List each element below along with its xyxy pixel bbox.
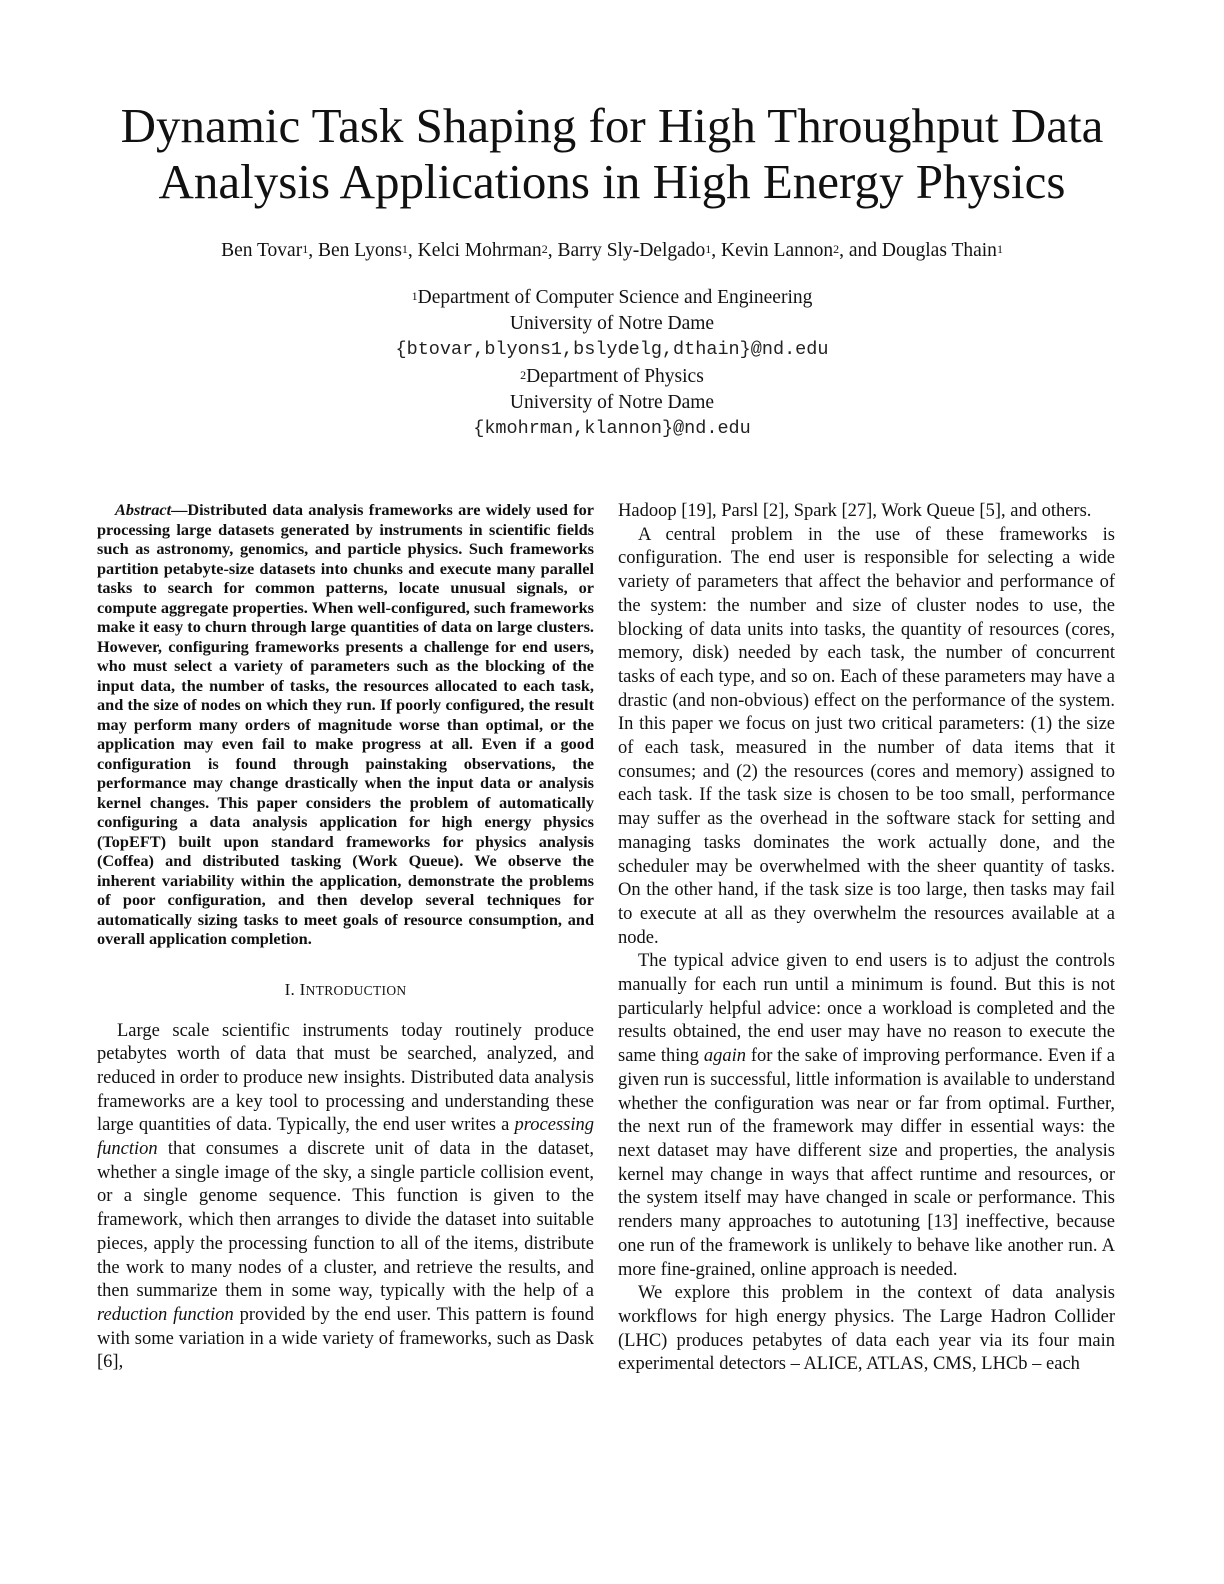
affiliation-email: {kmohrman,klannon}@nd.edu	[473, 418, 751, 440]
section-title-rest: NTRODUCTION	[305, 982, 407, 998]
intro-paragraph-1	[97, 1020, 594, 1376]
abstract	[97, 500, 594, 949]
paper-title	[60, 98, 1164, 210]
intro-paragraph-1-continued: Hadoop [19], Parsl [2], Spark [27], Work Queue [5], and others.	[618, 501, 1092, 521]
text-run: that consumes a discrete unit of data in the dataset, whether a single image of the sky, a single particle collision event, or a single genome sequence. This function is given to the framework, which then arranges to divide the dataset into suitable pieces, apply the processing function to all of the items, distribute the work to many nodes of a cluster, and retrieve the results, and then summarize them in some way, typically with the help of a	[97, 1139, 594, 1302]
text-run: for the sake of improving performance. Even if a given run is successful, little information is available to understand whether the configuration was near or far from optimal. Further, the next run of the framework may differ in essential ways: the next dataset may have different size and properties, the analysis kernel may change in ways that affect runtime and resources, or the system itself may have changed in scale or performance. This renders many approaches to autotuning [13] ineffective, because one run of the framework is unlikely to behave like another run. A more fine-grained, online approach is needed.	[618, 1046, 1116, 1280]
author-separator: ,	[547, 240, 558, 261]
author-name: Kelci Mohrman	[417, 240, 542, 261]
emphasis-processing-function: processing function	[97, 1115, 594, 1160]
author-name: Ben Tovar	[221, 240, 303, 261]
author-list	[60, 238, 1164, 264]
affiliation-department	[60, 364, 1164, 390]
right-column	[618, 500, 1115, 1377]
abstract-text: Distributed data analysis frameworks are widely used for processing large datasets generated by instruments in scientific fields such as astronomy, genomics, and particle physics. Such frameworks partition petabyte-size datasets into chunks and execute many parallel tasks to search for common patterns, locate unusual signals, or compute aggregate properties. When well-configured, such frameworks make it easy to churn through large quantities of data on large clusters. However, configuring frameworks presents a challenge for end users, who must select a variety of parameters such as the blocking of the input data, the number of tasks, the resources allocated to each task, and the size of nodes on which they run. If poorly configured, the result may perform many orders of magnitude worse than optimal, or the application may even fail to make progress at all. Even if a good configuration is found through painstaking observations, the performance may change drastically when the input data or analysis kernel changes. This paper considers the problem of automatically configuring a data analysis application for high energy physics (TopEFT) built upon standard frameworks for physics analysis (Coffea) and distributed tasking (Work Queue). We observe the inherent variability within the application, demonstrate the problems of poor configuration, and then develop several techniques for automatically sizing tasks to meet goals of resource consumption, and overall application completion.	[97, 500, 594, 948]
author-separator: ,	[711, 240, 722, 261]
author-affiliation-mark: 1	[996, 242, 1003, 256]
section-heading-introduction	[97, 980, 594, 1000]
affiliation-email: {btovar,blyons1,bslydelg,dthain}@nd.edu	[395, 339, 829, 361]
abstract-dash: —	[171, 500, 188, 519]
author-affiliation-mark: 2	[833, 242, 840, 256]
author-affiliation-mark: 2	[541, 242, 548, 256]
text-run: Large scale scientific instruments today routinely produce petabytes worth of data that must be searched, analyzed, and reduced in order to produce new insights. Distributed data analysis frameworks are a key tool to processing and understanding these large quantities of data. Typically, the end user writes a	[97, 1020, 594, 1136]
affiliations	[60, 285, 1164, 442]
affiliation-university: University of Notre Dame	[509, 313, 715, 335]
text-run: The typical advice given to end users is to adjust the controls manually for each run until a minimum is found. But this is not particularly helpful advice: once a workload is completed and the results obtained, the end user may have no reason to execute the same thing	[618, 951, 1115, 1067]
title-line-1: Dynamic Task Shaping for High Throughput Data	[120, 98, 1104, 153]
author-separator: ,	[308, 240, 318, 261]
department-name: Department of Computer Science and Engineering	[417, 287, 813, 308]
abstract-label: Abstract	[115, 500, 172, 519]
intro-paragraph-3	[618, 950, 1115, 1282]
left-column	[97, 500, 594, 1375]
author-name: Barry Sly-Delgado	[557, 240, 706, 261]
affiliation-number: 2	[520, 367, 527, 382]
author-affiliation-mark: 1	[401, 242, 408, 256]
author-name: Kevin Lannon	[721, 240, 834, 261]
section-numeral: I.	[284, 979, 296, 999]
intro-paragraph-4: We explore this problem in the context of data analysis workflows for high energy physics. The Large Hadron Collider (LHC) produces petabytes of data each year via its four main experimental detectors – ALICE, ATLAS, CMS, LHCb – each	[618, 1283, 1115, 1375]
author-separator: ,	[407, 240, 418, 261]
text-run: provided by the end user. This pattern is found with some variation in a wide variety of frameworks, such as Dask [6],	[97, 1304, 594, 1373]
affiliation-department	[60, 285, 1164, 311]
section-title-initial: I	[299, 979, 306, 999]
emphasis-again: again	[703, 1046, 746, 1067]
author-affiliation-mark: 1	[302, 242, 309, 256]
author-separator: , and	[839, 240, 882, 261]
emphasis-reduction-function: reduction function	[97, 1304, 234, 1325]
affiliation-university: University of Notre Dame	[509, 391, 715, 413]
author-name: Douglas Thain	[881, 240, 997, 261]
department-name: Department of Physics	[526, 365, 704, 387]
intro-paragraph-2: A central problem in the use of these frameworks is configuration. The end user is responsible for selecting a wide variety of parameters that affect the behavior and performance of the system: the number and size of cluster nodes to use, the blocking of data units into tasks, the quantity of resources (cores, memory, disk) needed by each task, the number of concurrent tasks of each type, and so on. Each of these parameters may have a drastic (and non-obvious) effect on the performance of the system. In this paper we focus on just two critical parameters: (1) the size of each task, measured in the number of data items that it consumes; and (2) the resources (cores and memory) assigned to each task. If the task size is chosen to be too small, performance may suffer as the overhead in the software stack for setting and managing tasks dominates the work actually done, and the scheduler may be overwhelmed with the sheer quantity of tasks. On the other hand, if the task size is too large, then tasks may fail to execute at all as they overwhelm the resources available at a node.	[618, 524, 1115, 948]
author-name: Ben Lyons	[317, 240, 402, 261]
author-affiliation-mark: 1	[705, 242, 712, 256]
affiliation-number: 1	[411, 289, 418, 303]
title-line-2: Analysis Applications in High Energy Physics	[158, 154, 1066, 209]
